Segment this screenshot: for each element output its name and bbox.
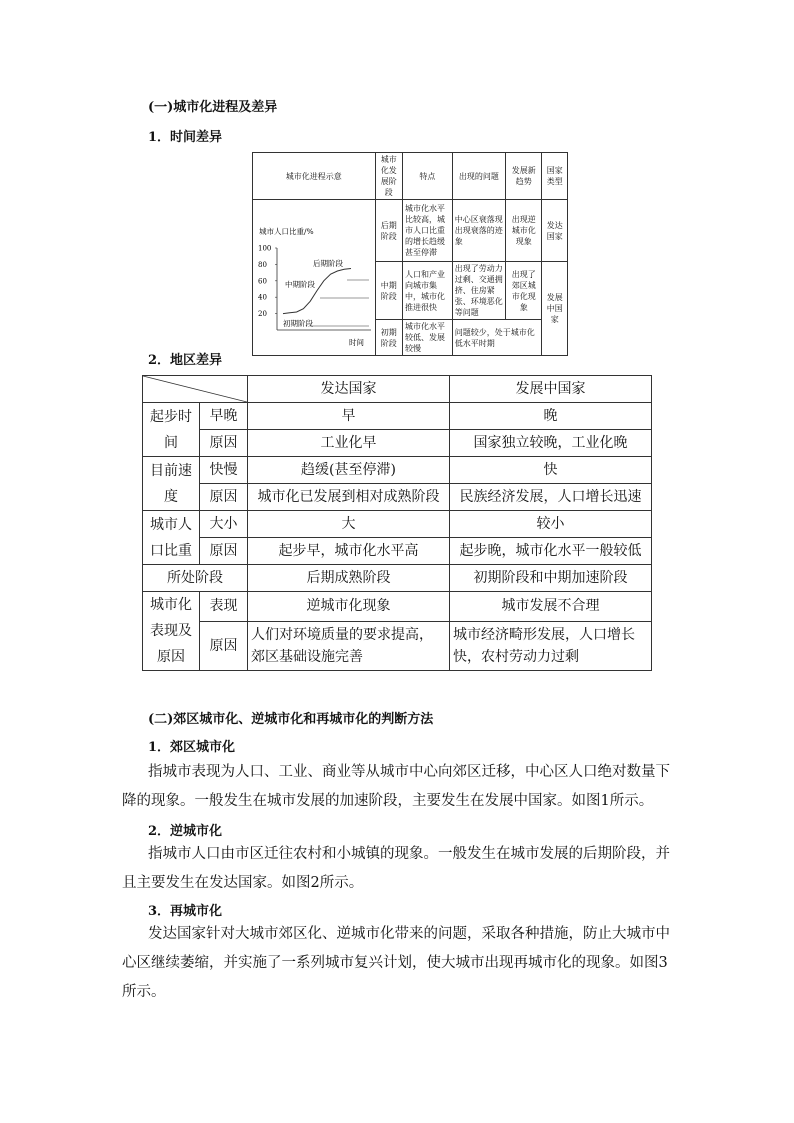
header-problem: 出现的问题 — [452, 153, 505, 200]
cell-r5b-developing: 城市经济畸形发展，人口增长快，农村劳动力过剩 — [450, 621, 652, 670]
problem-mid: 出现了劳动力过剩、交通拥挤、住房紧张、环境恶化等问题 — [452, 262, 505, 320]
label-r2a: 快慢 — [200, 457, 248, 484]
feature-early: 城市化水平较低、发展较慢 — [402, 320, 452, 356]
cell-r4-developing: 初期阶段和中期加速阶段 — [450, 565, 652, 592]
label-r4: 所处阶段 — [143, 565, 248, 592]
header-feature: 特点 — [402, 153, 452, 200]
cell-r5b-developed: 人们对环境质量的要求提高，郊区基础设施完善 — [248, 621, 450, 670]
corner-cell — [143, 376, 248, 403]
country-developed: 发达国家 — [542, 200, 568, 262]
y-tick-label: 80 — [257, 260, 267, 269]
annotation-mid: 中期阶段 — [284, 280, 315, 289]
label-r3a: 大小 — [200, 511, 248, 538]
feature-late: 城市化水平比较高，城市人口比重的增长趋缓甚至停滞 — [402, 200, 452, 262]
cell-r1b-developed: 工业化早 — [248, 430, 450, 457]
subheading-suburbanization: 1．郊区城市化 — [148, 740, 236, 755]
y-tick-label: 20 — [257, 310, 267, 319]
cell-r5a-developed: 逆城市化现象 — [248, 592, 450, 622]
country-developing: 发展中国家 — [542, 262, 568, 356]
problem-early: 问题较少，处于城市化低水平时期 — [452, 320, 542, 356]
group-current-speed: 目前速度 — [143, 457, 200, 511]
label-r5b: 原因 — [200, 621, 248, 670]
diagram-cell — [253, 200, 376, 356]
y-tick-label: 40 — [257, 293, 267, 302]
group-start-time: 起步时间 — [143, 403, 200, 457]
stage-late: 后期阶段 — [375, 200, 402, 262]
diagonal-line — [143, 376, 247, 402]
section1-title: (一)城市化进程及差异 — [148, 100, 278, 115]
cell-r1a-developed: 早 — [248, 403, 450, 430]
label-r3b: 原因 — [200, 538, 248, 565]
cell-r4-developed: 后期成熟阶段 — [248, 565, 450, 592]
label-r5a: 表现 — [200, 592, 248, 622]
time-difference-table — [252, 152, 568, 356]
trend-mid: 出现了郊区城市化现象 — [506, 262, 542, 320]
label-r1b: 原因 — [200, 430, 248, 457]
cell-r2a-developing: 快 — [450, 457, 652, 484]
cell-r3a-developed: 大 — [248, 511, 450, 538]
header-diagram: 城市化进程示意 — [253, 153, 376, 200]
urbanization-curve — [283, 269, 351, 314]
group-performance-cause: 城市化表现及原因 — [143, 592, 200, 671]
problem-late: 中心区衰落现出现衰落的迹象 — [452, 200, 505, 262]
stage-mid: 中期阶段 — [375, 262, 402, 320]
cell-r2a-developed: 趋缓(甚至停滞) — [248, 457, 450, 484]
section2-title: (二)郊区城市化、逆城市化和再城市化的判断方法 — [148, 712, 434, 727]
y-tick-label: 60 — [257, 277, 267, 286]
stage-early: 初期阶段 — [375, 320, 402, 356]
annotation-late: 后期阶段 — [312, 259, 343, 268]
annotation-early: 初期阶段 — [282, 319, 313, 328]
subheading-region-difference: 2．地区差异 — [148, 353, 223, 368]
subheading-counter-urbanization: 2．逆城市化 — [148, 824, 223, 839]
cell-r2b-developing: 民族经济发展，人口增长迅速 — [450, 484, 652, 511]
header-stage: 城市化发展阶段 — [375, 153, 402, 200]
col-developed: 发达国家 — [248, 376, 450, 403]
region-difference-table — [142, 375, 652, 671]
label-r1a: 早晚 — [200, 403, 248, 430]
paragraph-reurbanization: 发达国家针对大城市郊区化、逆城市化带来的问题，采取各种措施，防止大城市中心区继续萎缩，并实施了一系列城市复兴计划，使大城市出现再城市化的现象。如图3所示。 — [122, 926, 670, 1000]
col-developing: 发展中国家 — [450, 376, 652, 403]
header-trend: 发展新趋势 — [506, 153, 542, 200]
feature-mid: 人口和产业向城市集中，城市化推进很快 — [402, 262, 452, 320]
header-country: 国家类型 — [542, 153, 568, 200]
subheading-reurbanization: 3．再城市化 — [148, 904, 223, 919]
cell-r2b-developed: 城市化已发展到相对成熟阶段 — [248, 484, 450, 511]
cell-r5a-developing: 城市发展不合理 — [450, 592, 652, 622]
cell-r3b-developed: 起步早，城市化水平高 — [248, 538, 450, 565]
y-tick-label: 100 — [257, 244, 272, 253]
cell-r3b-developing: 起步晚，城市化水平一般较低 — [450, 538, 652, 565]
y-axis-label: 城市人口比重/% — [258, 227, 314, 236]
cell-r1b-developing: 国家独立较晚，工业化晚 — [450, 430, 652, 457]
trend-late: 出现逆城市化现象 — [506, 200, 542, 262]
label-r2b: 原因 — [200, 484, 248, 511]
subheading-time-difference: 1．时间差异 — [148, 130, 223, 145]
x-axis-label: 时间 — [348, 338, 364, 347]
cell-r1a-developing: 晚 — [450, 403, 652, 430]
cell-r3a-developing: 较小 — [450, 511, 652, 538]
paragraph-counter-urbanization: 指城市人口由市区迁往农村和小城镇的现象。一般发生在城市发展的后期阶段，并且主要发生在发达国家。如图2所示。 — [122, 846, 670, 891]
paragraph-suburbanization: 指城市表现为人口、工业、商业等从城市中心向郊区迁移，中心区人口绝对数量下降的现象。一般发生在城市发展的加速阶段，主要发生在发展中国家。如图1所示。 — [122, 764, 670, 809]
urbanization-chart — [255, 200, 373, 350]
group-urban-pop-share: 城市人口比重 — [143, 511, 200, 565]
